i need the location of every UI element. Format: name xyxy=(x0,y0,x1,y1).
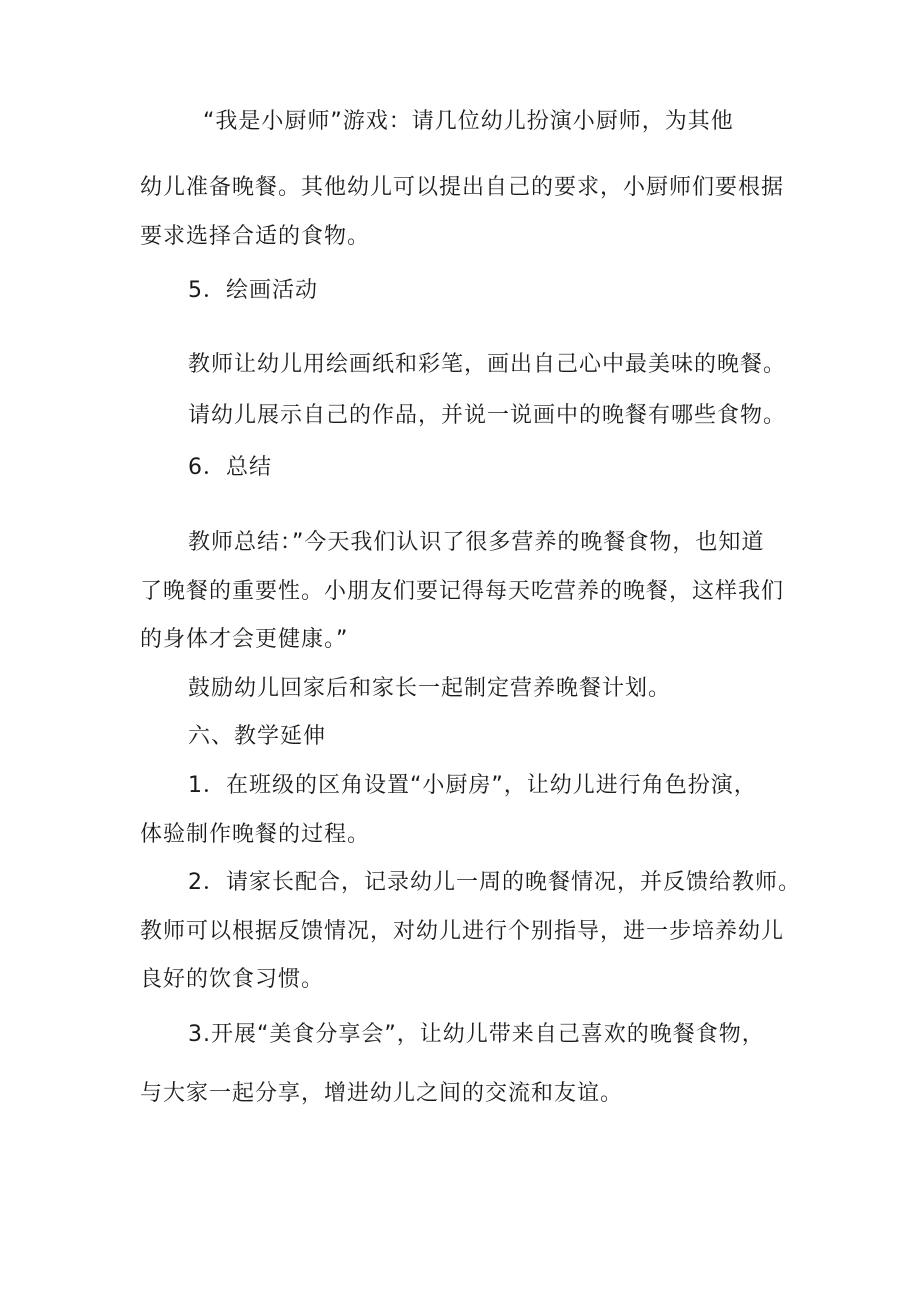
list-item-line: 体验制作晚餐的过程。 xyxy=(140,822,371,847)
list-item-line: 教师可以根据反馈情况，对幼儿进行个别指导，进一步培养幼儿 xyxy=(140,919,785,944)
list-item-line: 2．请家长配合，记录幼儿一周的晚餐情况，并反馈给教师。 xyxy=(188,870,801,895)
list-item-line: 1．在班级的区角设置“小厨房”，让幼儿进行角色扮演， xyxy=(188,773,757,798)
section-heading: 5．绘画活动 xyxy=(188,278,318,303)
paragraph-line: 要求选择合适的食物。 xyxy=(140,224,371,249)
paragraph-line: 教师总结：”今天我们认识了很多营养的晚餐食物，也知道 xyxy=(188,530,765,555)
paragraph-line: 请幼儿展示自己的作品，并说一说画中的晚餐有哪些食物。 xyxy=(188,403,787,428)
section-heading: 六、教学延伸 xyxy=(188,724,327,749)
list-item-line: 与大家一起分享，增进幼儿之间的交流和友谊。 xyxy=(140,1081,624,1106)
paragraph-line: 鼓励幼儿回家后和家长一起制定营养晚餐计划。 xyxy=(188,676,672,701)
paragraph-line: 幼儿准备晚餐。其他幼儿可以提出自己的要求，小厨师们要根据 xyxy=(140,175,785,200)
paragraph-line: “我是小厨师”游戏：请几位幼儿扮演小厨师，为其他 xyxy=(203,109,734,134)
section-heading: 6．总结 xyxy=(188,455,272,480)
paragraph-line: 了晚餐的重要性。小朋友们要记得每天吃营养的晚餐，这样我们 xyxy=(140,579,785,604)
paragraph-line: 的身体才会更健康。” xyxy=(140,627,349,652)
list-item-line: 良好的饮食习惯。 xyxy=(140,967,325,992)
paragraph-line: 教师让幼儿用绘画纸和彩笔，画出自己心中最美味的晚餐。 xyxy=(188,352,787,377)
list-item-line: 3.开展“美食分享会”，让幼儿带来自己喜欢的晚餐食物， xyxy=(188,1022,765,1047)
